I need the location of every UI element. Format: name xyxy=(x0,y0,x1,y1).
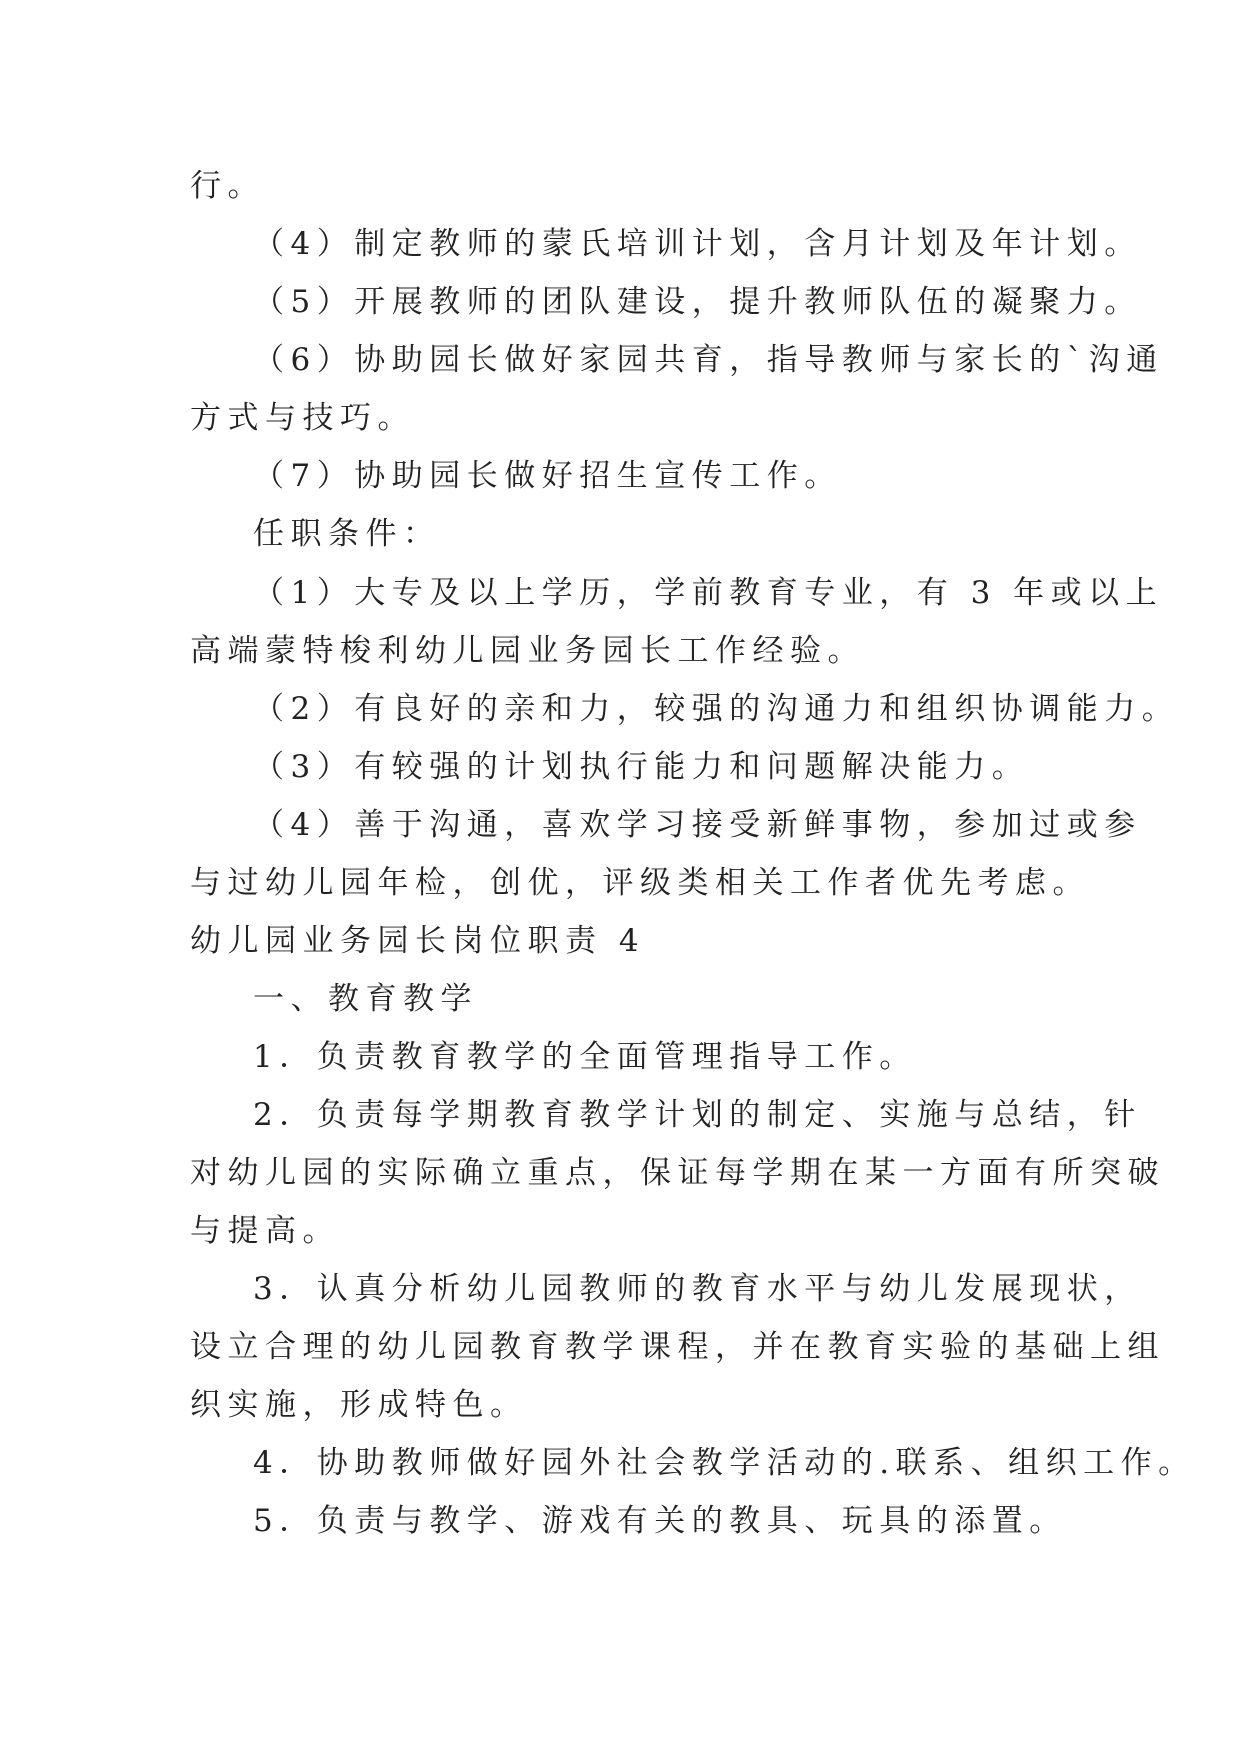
text-line: 3．认真分析幼儿园教师的教育水平与幼儿发展现状， xyxy=(253,1271,1142,1307)
section-heading: 任职条件： xyxy=(253,516,441,552)
text-line: 1．负责教育教学的全面管理指导工作。 xyxy=(253,1039,917,1075)
text-line: （4）制定教师的蒙氏培训计划，含月计划及年计划。 xyxy=(253,226,1142,262)
text-line: 4．协助教师做好园外社会教学活动的.联系、组织工作。 xyxy=(253,1445,1196,1481)
text-line: （4）善于沟通，喜欢学习接受新鲜事物，参加过或参 xyxy=(253,807,1142,843)
text-line: 与过幼儿园年检，创优，评级类相关工作者优先考虑。 xyxy=(190,865,1090,901)
section-title: 幼儿园业务园长岗位职责 4 xyxy=(190,923,646,959)
text-line: 对幼儿园的实际确立重点，保证每学期在某一方面有所突破 xyxy=(190,1155,1165,1191)
text-line: （6）协助园长做好家园共育，指导教师与家长的`沟通 xyxy=(253,342,1164,378)
text-line: 5．负责与教学、游戏有关的教具、玩具的添置。 xyxy=(253,1503,1067,1539)
text-line: （1）大专及以上学历，学前教育专业，有 3 年或以上 xyxy=(253,575,1164,611)
text-line: 方式与技巧。 xyxy=(190,400,415,436)
text-line: 行。 xyxy=(190,168,265,204)
text-line: 2．负责每学期教育教学计划的制定、实施与总结，针 xyxy=(253,1097,1142,1133)
text-line: 高端蒙特梭利幼儿园业务园长工作经验。 xyxy=(190,633,865,669)
text-line: 设立合理的幼儿园教育教学课程，并在教育实验的基础上组 xyxy=(190,1329,1165,1365)
text-line: （7）协助园长做好招生宣传工作。 xyxy=(253,458,842,494)
section-heading: 一、教育教学 xyxy=(253,981,478,1017)
text-line: 与提高。 xyxy=(190,1213,340,1249)
text-line: （2）有良好的亲和力，较强的沟通力和组织协调能力。 xyxy=(253,691,1180,727)
text-line: （3）有较强的计划执行能力和问题解决能力。 xyxy=(253,749,1030,785)
text-line: 织实施，形成特色。 xyxy=(190,1387,528,1423)
text-line: （5）开展教师的团队建设，提升教师队伍的凝聚力。 xyxy=(253,284,1142,320)
